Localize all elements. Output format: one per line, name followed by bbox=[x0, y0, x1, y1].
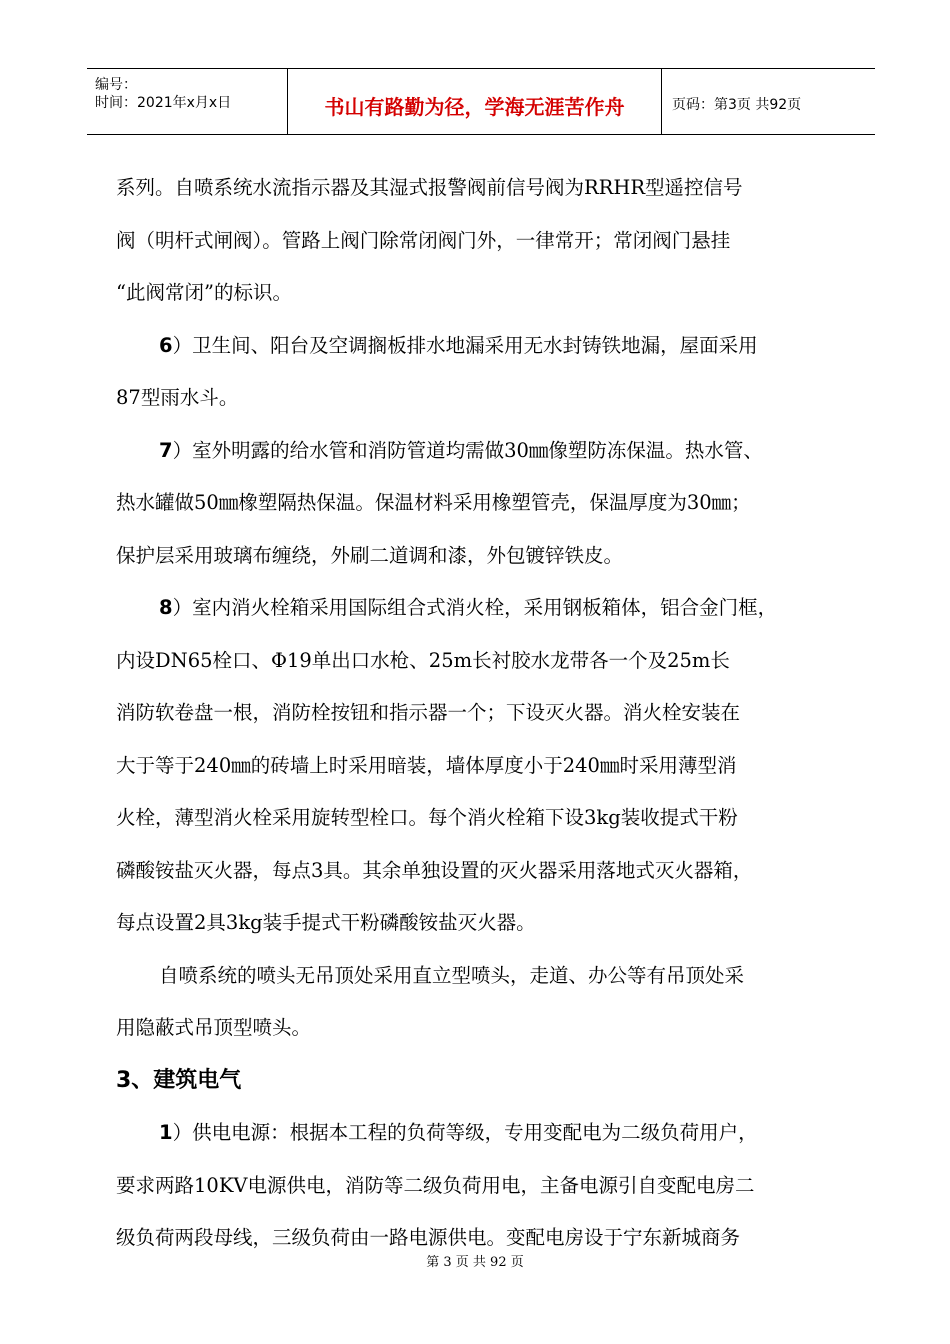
line-text: 用隐蔽式吊顶型喷头。 bbox=[116, 1016, 312, 1039]
motto-text: 书山有路勤为径，学海无涯苦作舟 bbox=[324, 95, 625, 119]
page-footer: 第 3 页 共 92 页 bbox=[426, 1255, 524, 1270]
text-line bbox=[116, 635, 856, 688]
line-text: ）室外明露的给水管和消防管道均需做30㎜像塑防冻保温。热水管、 bbox=[172, 438, 763, 462]
line-text: 保护层采用玻璃布缠绕，外刷二道调和漆，外包镀锌铁皮。 bbox=[116, 543, 624, 567]
text-line bbox=[116, 582, 856, 635]
section-heading bbox=[116, 1055, 856, 1108]
document-body bbox=[116, 162, 856, 1265]
header-page-cell bbox=[662, 69, 875, 134]
text-line bbox=[116, 477, 856, 530]
header-motto-cell bbox=[288, 69, 662, 134]
item-number: 7 bbox=[159, 438, 173, 462]
page-number-label: 页码：第3页 共92页 bbox=[672, 97, 802, 113]
text-line bbox=[116, 215, 856, 268]
serial-number-label: 编号： bbox=[95, 77, 137, 93]
line-text: 87型雨水斗。 bbox=[116, 386, 239, 409]
line-text: 要求两路10KV电源供电，消防等二级负荷用电，主备电源引自变配电房二 bbox=[116, 1173, 755, 1197]
text-line bbox=[116, 320, 856, 373]
text-line bbox=[116, 530, 856, 583]
line-text: 热水罐做50㎜橡塑隔热保温。保温材料采用橡塑管壳，保温厚度为30㎜； bbox=[116, 491, 751, 514]
line-text: 消防软卷盘一根，消防栓按钮和指示器一个；下设灭火器。消火栓安装在 bbox=[116, 701, 741, 724]
text-line bbox=[116, 267, 856, 320]
text-line bbox=[116, 162, 856, 215]
text-line bbox=[116, 687, 856, 740]
text-line bbox=[116, 1160, 856, 1213]
page-header bbox=[87, 68, 875, 135]
text-line bbox=[116, 425, 856, 478]
text-line bbox=[116, 740, 856, 793]
text-line bbox=[116, 1002, 856, 1055]
line-text: 自喷系统的喷头无吊顶处采用直立型喷头，走道、办公等有吊顶处采 bbox=[159, 963, 745, 987]
text-line bbox=[116, 792, 856, 845]
heading-text: 3、建筑电气 bbox=[116, 1067, 242, 1093]
text-line bbox=[116, 897, 856, 950]
text-line bbox=[116, 1107, 856, 1160]
line-text: ）卫生间、阳台及空调搁板排水地漏采用无水封铸铁地漏，屋面采用 bbox=[172, 333, 758, 357]
line-text: ）室内消火栓箱采用国际组合式消火栓，采用钢板箱体，铝合金门框， bbox=[172, 596, 778, 619]
text-line bbox=[116, 950, 856, 1003]
line-text: 大于等于240㎜的砖墙上时采用暗装，墙体厚度小于240㎜时采用薄型消 bbox=[116, 753, 737, 777]
line-text: 内设DN65栓口、Φ19单出口水枪、25m长衬胶水龙带各一个及25m长 bbox=[116, 648, 730, 672]
item-number: 8 bbox=[159, 596, 173, 619]
item-number: 1 bbox=[159, 1121, 173, 1144]
line-text: 火栓，薄型消火栓采用旋转型栓口。每个消火栓箱下设3kg装收提式干粉 bbox=[116, 806, 738, 829]
line-text: 级负荷两段母线，三级负荷由一路电源供电。变配电房设于宁东新城商务 bbox=[116, 1226, 741, 1249]
line-text: “此阀常闭”的标识。 bbox=[116, 281, 292, 304]
item-number: 6 bbox=[159, 333, 173, 357]
line-text: 系列。自喷系统水流指示器及其湿式报警阀前信号阀为RRHR型遥控信号 bbox=[116, 176, 743, 199]
line-text: 每点设置2具3kg装手提式干粉磷酸铵盐灭火器。 bbox=[116, 911, 536, 934]
text-line bbox=[116, 845, 856, 898]
time-label: 时间：2021年x月x日 bbox=[95, 95, 232, 111]
header-info-cell bbox=[87, 69, 288, 134]
text-line bbox=[116, 372, 856, 425]
line-text: 阀（明杆式闸阀）。管路上阀门除常闭阀门外，一律常开；常闭阀门悬挂 bbox=[116, 228, 731, 252]
line-text: 磷酸铵盐灭火器，每点3具。其余单独设置的灭火器采用落地式灭火器箱， bbox=[116, 858, 753, 882]
line-text: ）供电电源：根据本工程的负荷等级，专用变配电为二级负荷用户， bbox=[172, 1121, 758, 1144]
